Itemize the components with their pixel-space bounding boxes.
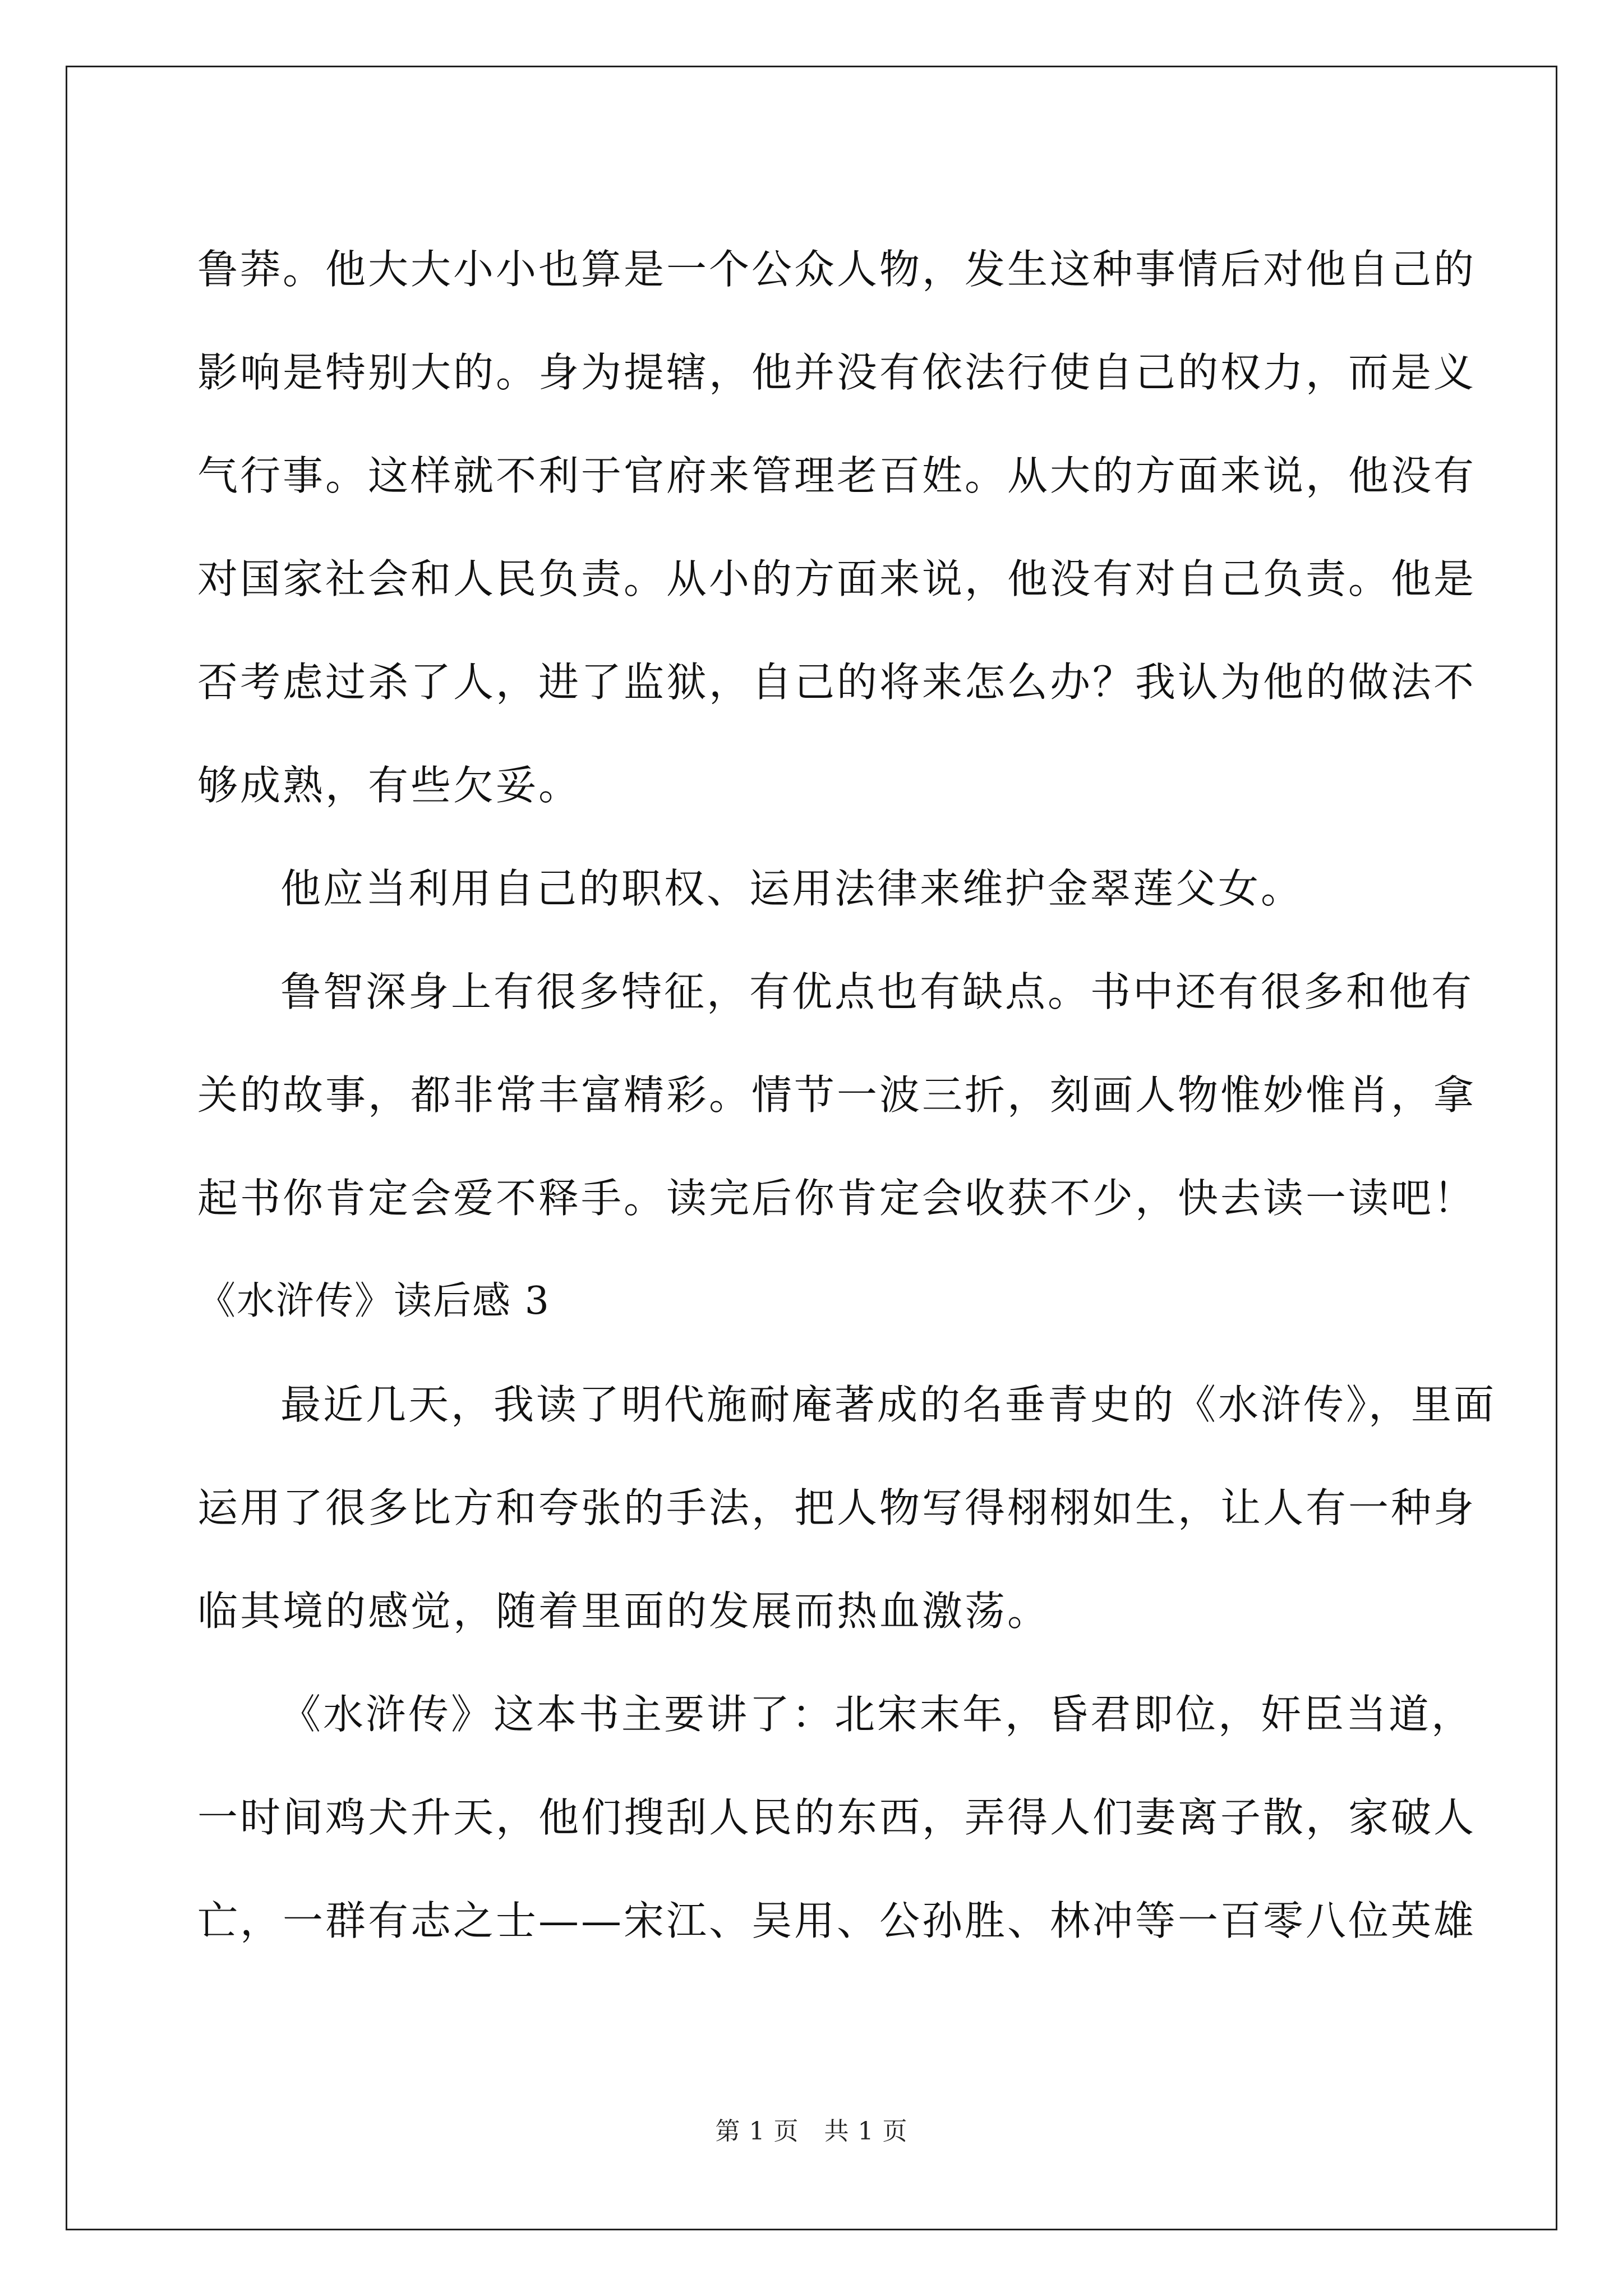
body-line: 影响是特别大的。身为提辖，他并没有依法行使自己的权力，而是义 [197, 349, 1477, 396]
body-line: 关的故事，都非常丰富精彩。情节一波三折，刻画人物惟妙惟肖，拿 [197, 1071, 1477, 1119]
body-line: 起书你肯定会爱不释手。读完后你肯定会收获不少，快去读一读吧！ [197, 1175, 1477, 1222]
section-heading: 《水浒传》读后感 3 [197, 1279, 550, 1323]
body-line: 够成熟，有些欠妥。 [197, 762, 582, 809]
document-body [197, 218, 1497, 1972]
body-line: 鲁莽。他大大小小也算是一个公众人物，发生这种事情后对他自己的 [197, 246, 1477, 293]
paragraph-start-line: 他应当利用自己的职权、运用法律来维护金翠莲父女。 [280, 865, 1304, 912]
body-line: 亡，一群有志之士——宋江、吴用、公孙胜、林冲等一百零八位英雄 [197, 1897, 1477, 1944]
paragraph-start-line: 最近几天，我读了明代施耐庵著成的名垂青史的《水浒传》，里面 [280, 1381, 1497, 1428]
paragraph-start-line: 鲁智深身上有很多特征，有优点也有缺点。书中还有很多和他有 [280, 968, 1474, 1015]
body-line: 否考虑过杀了人，进了监狱，自己的将来怎么办？我认为他的做法不 [197, 659, 1477, 706]
paragraph-start-line: 《水浒传》这本书主要讲了：北宋末年，昏君即位，奸臣当道， [280, 1691, 1474, 1738]
body-line: 对国家社会和人民负责。从小的方面来说，他没有对自己负责。他是 [197, 555, 1477, 602]
body-line: 运用了很多比方和夸张的手法，把人物写得栩栩如生，让人有一种身 [197, 1484, 1477, 1531]
body-line: 一时间鸡犬升天，他们搜刮人民的东西，弄得人们妻离子散，家破人 [197, 1794, 1477, 1841]
page-footer: 第 1 页 共 1 页 [715, 2117, 908, 2146]
body-line: 气行事。这样就不利于官府来管理老百姓。从大的方面来说，他没有 [197, 452, 1477, 499]
body-line: 临其境的感觉，随着里面的发展而热血激荡。 [197, 1588, 1050, 1635]
